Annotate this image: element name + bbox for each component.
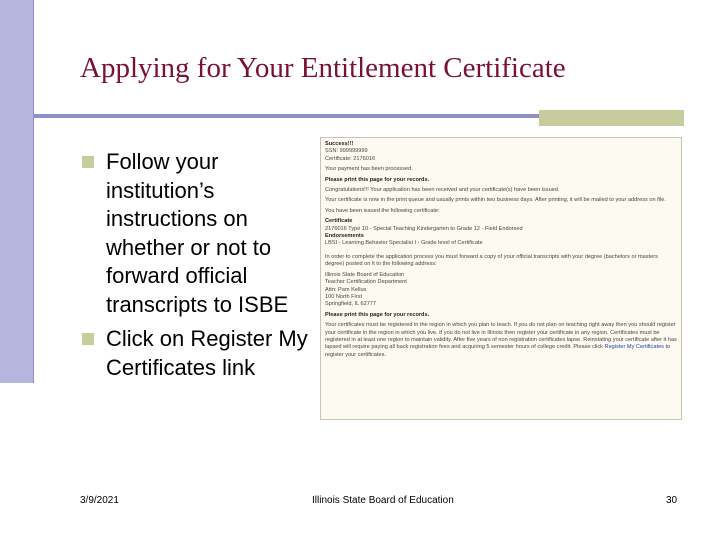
title-rule [33, 114, 539, 118]
register-paragraph [325, 322, 677, 359]
transcripts-line: In order to complete the application process you must forward a copy of your official transcripts with your degree (bachelors or masters degree) posted on it to the following address: [325, 253, 658, 268]
footer-date: 3/9/2021 [80, 495, 119, 506]
address-line: Illinois State Board of Education [325, 271, 405, 278]
left-decorative-bar [0, 0, 34, 383]
square-bullet-icon [82, 156, 94, 168]
bullet-text: Follow your institution’s instructions on whether or not to forward official transcripts to ISBE [106, 149, 289, 317]
footer-page-number: 30 [666, 495, 678, 506]
success-heading: Success!!! [325, 141, 354, 147]
congrats-line: Congratulations!!! Your application has been received and your certificate(s) have been issued. [325, 187, 560, 194]
register-my-certificates-link[interactable]: Register My Certificates [604, 344, 664, 351]
register-tail: to register your certificates. [325, 344, 671, 358]
endorsements-label: Endorsements [325, 233, 364, 240]
payment-line: Your payment has been processed. [325, 166, 413, 173]
print-queue-line: Your certificate is now in the print queue and usually prints within two business days. After printing, it will be mailed to your address on file. [325, 197, 666, 204]
register-text: Your certificates must be registered in the region in which you plan to teach. If you do not plan on teaching right away then you should register your certificate in the region in which you live. If you do not live in Illinois then register your certificate in any region. Certificates must be registered in at least one region to maintain validity. After five years of non registration certificates lapse. Reinstating your certificate after it has lapsed will require paying all back registration fees and acquiring 5 semester hours of college credit. Please click [325, 322, 677, 351]
bullet-list [80, 148, 310, 388]
title-rule-accent [539, 110, 684, 126]
ssn-line: SSN: 999999999 [325, 148, 368, 155]
footer-organization: Illinois State Board of Education [312, 495, 454, 506]
issued-line: You have been issued the following certificate: [325, 207, 440, 214]
slide-title: Applying for Your Entitlement Certificate [80, 52, 566, 84]
print-notice-2: Please print this page for your records. [325, 311, 430, 318]
certificate-label: Certificate [325, 218, 353, 225]
confirmation-screenshot [320, 137, 682, 420]
address-line: Teacher Certification Department [325, 279, 407, 286]
address-line: Attn: Pam Kellus [325, 286, 367, 293]
bullet-item [80, 148, 310, 319]
endorsements-value: LBSI - Learning Behavior Specialist I - Grade level of Certificate [325, 240, 483, 247]
square-bullet-icon [82, 333, 94, 345]
certificate-number-line: Certificate: 2176016 [325, 155, 376, 162]
address-line: Springfield, IL 62777 [325, 301, 377, 308]
print-notice: Please print this page for your records. [325, 176, 430, 183]
bullet-item [80, 325, 310, 382]
address-line: 100 North First [325, 293, 362, 300]
bullet-text: Click on Register My Certificates link [106, 326, 308, 380]
certificate-value: 2176016 Type 10 - Special Teaching Kindergarten to Grade 12 - Field Endorsed [325, 225, 523, 232]
